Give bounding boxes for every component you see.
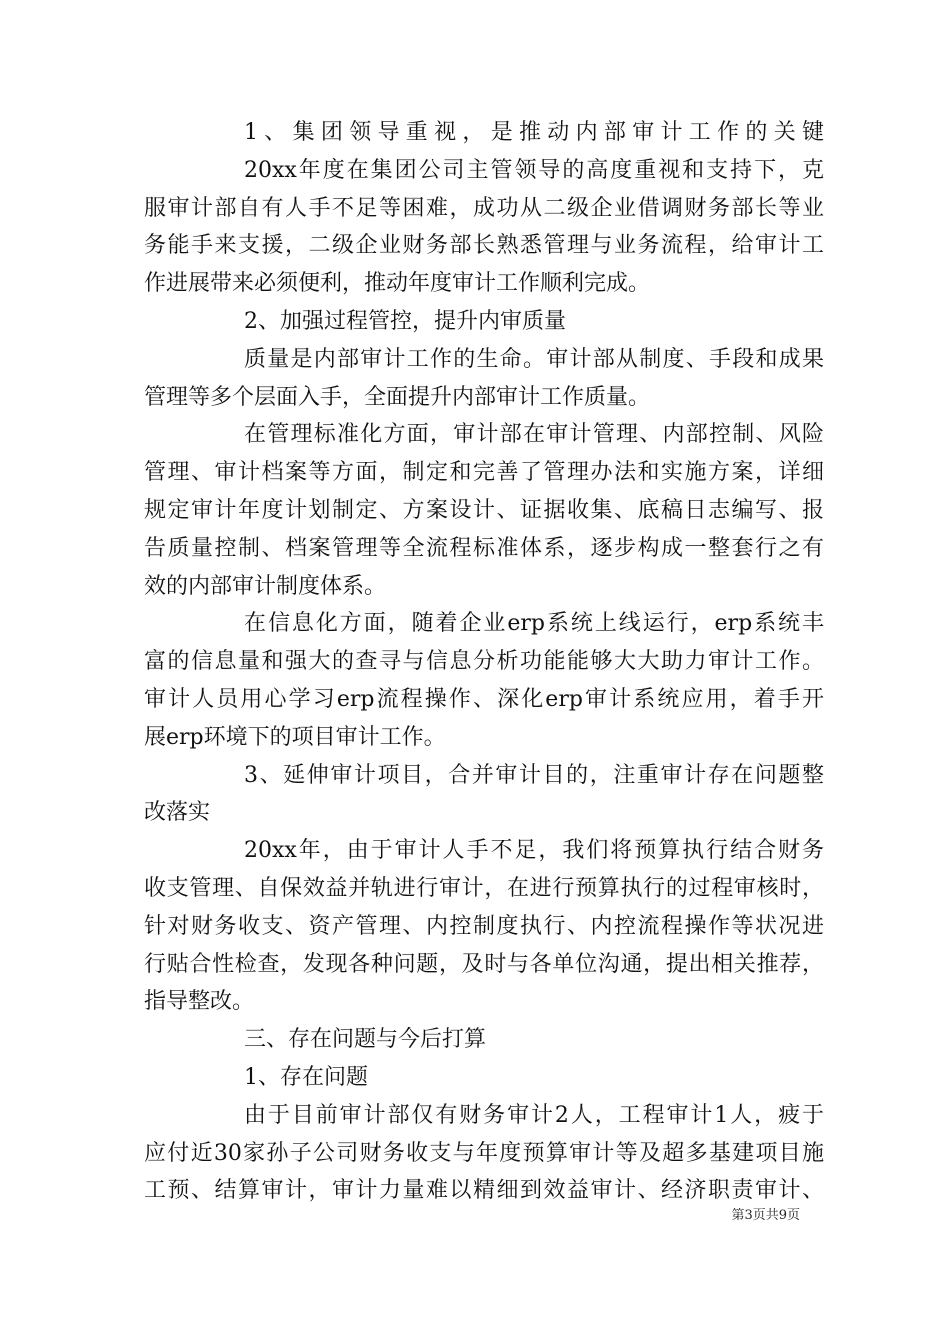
paragraph-line: 针对财务收支、资产管理、内控制度执行、内控流程操作等状况进 [144,913,824,939]
heading-leadership: 1、集团领导重视，是推动内部审计工作的关键 [244,120,824,145]
paragraph-line: 审计人员用心学习erp流程操作、深化erp审计系统应用，着手开 [144,686,824,712]
document-body [144,114,824,1210]
section-heading-problems-plans: 三、存在问题与今后打算 [244,1027,487,1053]
paragraph-line: 20xx年，由于审计人手不足，我们将预算执行结合财务 [244,838,824,864]
paragraph-line: 务能手来支援，二级企业财务部长熟悉管理与业务流程，给审计工 [144,233,824,259]
paragraph-line: 管理、审计档案等方面，制定和完善了管理办法和实施方案，详细 [144,460,824,486]
paragraph-line: 服审计部自有人手不足等困难，成功从二级企业借调财务部长等业 [144,195,824,221]
page-number-footer: 第3页共9页 [731,1208,800,1223]
paragraph-line: 20xx年度在集团公司主管领导的高度重视和支持下，克 [244,157,824,183]
paragraph-line: 规定审计年度计划制定、方案设计、证据收集、底稿日志编写、报 [144,497,824,523]
paragraph-line: 管理等多个层面入手，全面提升内部审计工作质量。 [144,384,651,410]
subheading-problems: 1、存在问题 [244,1064,368,1090]
paragraph-line: 质量是内部审计工作的生命。审计部从制度、手段和成果 [244,346,824,372]
paragraph-line: 行贴合性检查，发现各种问题，及时与各单位沟通，提出相关推荐， [144,951,824,977]
paragraph-line: 工预、结算审计，审计力量难以精细到效益审计、经济职责审计、 [144,1178,824,1204]
paragraph-line: 效的内部审计制度体系。 [144,573,387,599]
paragraph-line: 展erp环境下的项目审计工作。 [144,724,446,750]
paragraph-line: 告质量控制、档案管理等全流程标准体系，逐步构成一整套行之有 [144,535,824,561]
paragraph-line: 收支管理、自保效益并轨进行审计，在进行预算执行的过程审核时， [144,875,824,901]
heading-extend-audit-cont: 改落实 [144,800,211,826]
paragraph-line: 应付近30家孙子公司财务收支与年度预算审计等及超多基建项目施 [144,1140,824,1166]
heading-process-control: 2、加强过程管控，提升内审质量 [244,308,566,334]
paragraph-line: 由于目前审计部仅有财务审计2人，工程审计1人，疲于 [244,1102,824,1128]
paragraph-line: 在管理标准化方面，审计部在审计管理、内部控制、风险 [244,422,824,448]
paragraph-line: 作进展带来必须便利，推动年度审计工作顺利完成。 [144,271,651,297]
paragraph-line: 在信息化方面，随着企业erp系统上线运行，erp系统丰 [244,611,824,637]
heading-extend-audit: 3、延伸审计项目，合并审计目的，注重审计存在问题整 [244,762,824,788]
paragraph-line: 富的信息量和强大的查寻与信息分析功能能够大大助力审计工作。 [144,649,824,675]
paragraph-line: 指导整改。 [144,989,255,1015]
